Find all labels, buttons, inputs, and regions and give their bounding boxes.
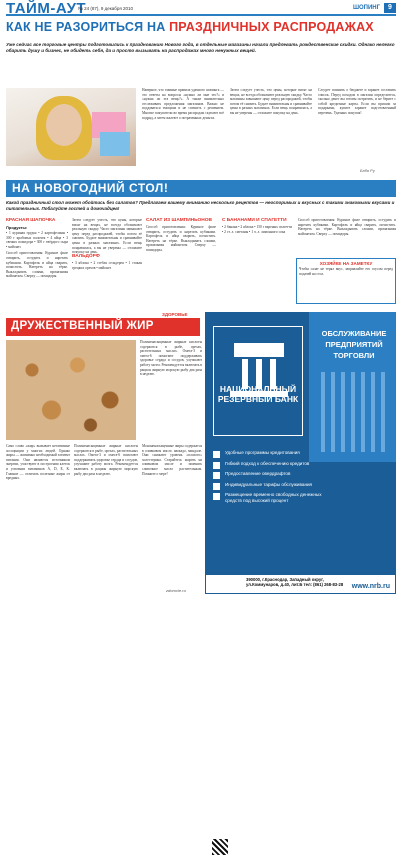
article1-title-part2: ПРАЗДНИЧНЫХ РАСПРОДАЖАХ xyxy=(169,20,374,34)
recipe2-ingredients: • 3 яблока • 2 стебля сельдерея • 1 стакан грецких орехов • майонез xyxy=(72,261,142,270)
article1-title-part1: КАК НЕ РАЗОРИТЬСЯ НА xyxy=(6,20,170,34)
recipe1 xyxy=(6,218,68,314)
bank-advertisement[interactable] xyxy=(205,312,396,594)
bank-feature: Гибкий подход к обеспечению кредитов xyxy=(213,461,323,467)
bank-slogan: ОБСЛУЖИВАНИЕ ПРЕДПРИЯТИЙ ТОРГОВЛИ xyxy=(321,329,387,360)
article1-col1: Наверное, что главные правила удачного шопинга — это ответы на вопросы «нужно ли мне это?» и «нужна ли эта вещь?». А также внимательно отслеживать предложения магазинов. Важно не поддаваться эмоциям и не спешить с решением. Многие покупатели во время распродаж скупают всё подряд, а затем жалеют о потраченных деньгах. xyxy=(142,88,224,120)
article1-lead: Уже сейчас все торговые центры подготовились к празднованию Нового года, в отдельные магазины начали предлевать рождественские скидки. Однако нелегко обарить душу и бизнес, не обидеть себя, да и просто вызывать на распродажах много ненужных вещей. xyxy=(6,42,395,53)
article3-author: zdorovie.ru xyxy=(166,588,186,593)
article3-col3: Мононенасыщенные жиры содержатся в оливковом масле, авокадо, миндале. Они снижают уровень «плохого» холестерина. Старайтесь жарить на оливковом масле и заменять сливочное масло растительным. Помните о мере! xyxy=(142,444,202,476)
article2-lead: Какой праздничный стол может обойтись без салатов? Предлагаем вашему вниманию несколько рецептов — неоспоримых и вкусных с такими знакомыми вкусами и питательных. Побалуйте гостей и домочадцев! xyxy=(6,200,395,211)
recipe2-intro: Затем следует учесть, что цены, которые висят на вещах, не всегда обозначают реальную скидку. Часто магазины завышают цену перед распродажей, чтобы потом её снизить. Будьте внимательны и сравнивайте цены в разных магазинах. Если вещь понравилась, а вы не уверены — отложите покупку на день. xyxy=(72,218,142,255)
article3-col1: Само слово «жир» вызывает негативные ассоциации у многих людей. Однако жиры — жизненно необходимый элемент питания. Они являются источником энергии, участвуют в построении клеток и усвоении витаминов A, D, E, K. Главное — отличать полезные жиры от вредных. xyxy=(6,444,70,481)
page-number: 9 xyxy=(384,3,396,13)
bank-logo xyxy=(213,326,303,436)
recipe4-method: Способ приготовления: Куриное филе отварить, остудить и нарезать кубиками. Картофель и яйца сварить, почистить. Натереть на тёрке. Выкладывать слоями, промазывая майонезом. Сверху — помидоры. xyxy=(298,218,396,236)
magazine-logo: ТАЙМ-АУТ xyxy=(6,0,87,17)
recipe1-method: Способ приготовления: Куриное филе отварить, остудить и нарезать кубиками. Картофель и яйца сварить, почистить. Натереть на тёрке. Выкладывать слоями, промазывая майонезом. Сверху — помидоры. xyxy=(6,251,68,279)
article2-title: НА НОВОГОДНИЙ СТОЛ! xyxy=(12,181,169,195)
article1-title xyxy=(6,20,396,34)
section-name: ШОПИНГ xyxy=(352,5,380,11)
article3-title-bar xyxy=(6,318,200,336)
article1-author: Бэбо Ру xyxy=(360,168,375,173)
bank-url-link[interactable]: www.nrb.ru xyxy=(351,583,390,590)
recipe1-title: КРАСНАЯ ШАПОЧКА xyxy=(6,218,56,223)
article3-col2: Полиненасыщенные жирные кислоты содержатся в рыбе, орехах, растительных маслах. Омега-3 и омега-6 помогают поддерживать здоровье сердца и сосудов, улучшают работу мозга. Рекомендуется включать в рацион жирную морскую рыбу два раза в неделю. xyxy=(74,444,138,476)
bank-address: 390000, г.Краснодар, Западный округ, ул.Коммунаров, д.40, лит.Б тел: (861) 268-83-28 xyxy=(246,577,344,587)
recipe4 xyxy=(222,218,292,314)
article2-title-bar xyxy=(6,180,396,197)
recipe4-title: С БАНАНАМИ И СПАГЕТТИ xyxy=(222,218,287,223)
recipe1-ingredients-label: Продукты: xyxy=(6,225,28,230)
article3-col-right-top: Полиненасыщенные жирные кислоты содержатся в рыбе, орехах, растительных маслах. Омега-3 и омега-6 помогают поддерживать здоровье сердца и сосудов, улучшают работу мозга. Рекомендуется включать в рацион жирную морскую рыбу два раза в неделю. xyxy=(140,340,203,377)
tip-box xyxy=(296,258,396,304)
qr-code-icon xyxy=(212,839,228,855)
issue-info: № 24 (87), 9 декабря 2010 xyxy=(78,6,134,11)
bank-feature: Размещение временно свободных денежных средств под высокий процент xyxy=(213,492,323,503)
header-bar xyxy=(6,2,396,16)
recipe4-ingredients: • 2 банана • 2 яблока • 150 г вареных спагетти • 2 ст. л. сметаны • 1 ч. л. лимонного сока xyxy=(222,225,292,234)
article1-col3: Следует помнить о бюджете и заранее составить список. Перед походом в магазин определитесь, сколько денег вы готовы потратить, и не берите с собой кредитные карты. Если вы пришли за подарками, купите заранее подготовленный перечень. Удачных покупок! xyxy=(318,88,396,115)
recipe3 xyxy=(146,218,216,314)
bank-feature: Предоставление овердрафтов xyxy=(213,471,323,477)
bank-logo-roof xyxy=(234,343,284,357)
recipe3-title: САЛАТ ИЗ ШАМПИНЬОНОВ xyxy=(146,218,212,223)
recipe2 xyxy=(72,218,142,314)
bank-features-list xyxy=(213,450,323,508)
tip-title: ХОЗЯЙКЕ НА ЗАМЕТКУ xyxy=(319,261,373,266)
article3-tag: ЗДОРОВЬЕ xyxy=(162,312,188,317)
bank-feature: Удобные программы кредитования xyxy=(213,450,323,456)
bank-decor-bars xyxy=(315,372,390,452)
bank-slogan-panel xyxy=(309,312,396,462)
recipe2-title: ВАЛЬДОРФ xyxy=(72,254,100,259)
photo-bag-blue xyxy=(100,132,130,156)
photo-face xyxy=(46,104,82,146)
shopping-woman-photo xyxy=(6,88,136,166)
recipe1-ingredients: • 1 куриная грудка • 2 картофелины • 300 г крабовых палочек • 4 яйца • 3 свежих помидора • 300 г твёрдого сыра • майонез xyxy=(6,231,68,249)
bank-title: НАЦИОНАЛЬНЫЙ РЕЗЕРВНЫЙ БАНК xyxy=(217,384,299,404)
article1-col2: Затем следует учесть, что цены, которые висят на вещах, не всегда обозначают реальную скидку. Часто магазины завышают цену перед распродажей, чтобы потом её снизить. Будьте внимательны и сравнивайте цены в разных магазинах. Если вещь понравилась, а вы не уверены — отложите покупку на день. xyxy=(230,88,312,115)
tip-text: Чтобы салат не терял вкус, заправляйте его соусом перед подачей на стол. xyxy=(299,267,393,276)
recipe3-text: Способ приготовления: Куриное филе отварить, остудить и нарезать кубиками. Картофель и яйца сварить, почистить. Натереть на тёрке. Выкладывать слоями, промазывая майонезом. Сверху — помидоры. xyxy=(146,225,216,252)
bank-feature: Индивидуальные тарифы обслуживания xyxy=(213,482,323,488)
article3-title: ДРУЖЕСТВЕННЫЙ ЖИР xyxy=(11,320,154,332)
nuts-photo xyxy=(6,340,136,440)
